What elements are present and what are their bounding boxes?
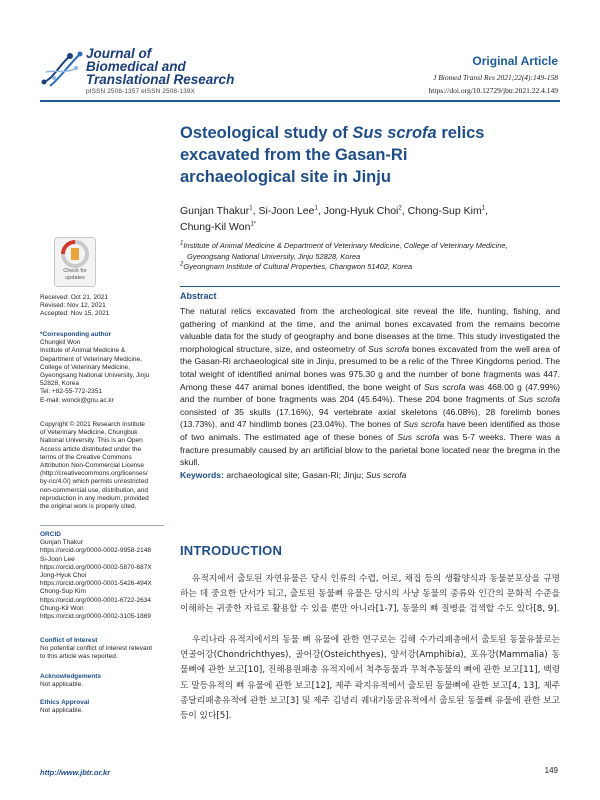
- date-received: Received: Oct 21, 2021: [40, 294, 108, 301]
- abstract-heading: Abstract: [180, 291, 217, 301]
- abstract-body: The natural relics excavated from the archeological site reveal the life, hunting, fishing, and gathering of mankind at the time, and the animal bones excavated from the remains become valuable data for the study of geography and bone diseases at the time. This study investigated the morphological structure, size, and osteometry of Sus scrofa bones excavated from the well area of the Gasan-Ri archaeological site in Jinju, presumed to be a relic of the Three Kingdoms period. The total weight of identified animal bones was 975.30 g and the number of bone fragments was 447. Among these 447 animal bones identified, the bone weight of Sus scrofa was 468.00 g (47.99%) and the number of bone fragments was 204 (45.64%). These 204 bone fragments of Sus scrofa consisted of 35 skulls (17.16%), 94 vertebrate axial skeletons (46.08%), 28 forelimb bones (13.73%), and 47 hindlimb bones (23.04%). The bones of Sus scrofa have been identified as those of two animals. The estimated age of these bones of Sus scrofa was 5-7 weeks. There was a fracture presumably caused by an artificial blow to the parietal bone located near the bregma in the skull. Keywords: archaeological site; Gasan-Ri; Jinju; Sus scrofa: [180, 306, 561, 480]
- author: Chong-Sup Kim$^1$,: [407, 205, 488, 217]
- title-part1: Osteological study of: [180, 124, 353, 142]
- title-part2: relics excavated from the Gasan-Ri archaeological site in Jinju: [180, 124, 485, 186]
- doi-link[interactable]: https://doi.org/10.12729/jbtr.2021.22.4.149: [428, 86, 558, 95]
- orcid-body[interactable]: Gunjan Thakur https://orcid.org/0000-0002-9958-2148 Si-Joon Lee https://orcid.org/0000-0002-5870-687X Jong-Hyuk Choi https://orcid.org/0000-0001-5426-494X Chong-Sup Kim https://orcid.org/0000-0001-6722-2634 Chung-Kil Won https://orcid.org/0000-0002-3105-1869: [40, 539, 152, 621]
- footer-url[interactable]: http://www.jbtr.or.kr: [40, 768, 111, 777]
- corresponding-body: Chungkil Won Institute of Animal Medicine & Department of Veterinary Medicine, College of Veterinary Medicine, Gyeongsang National University, Jinju 52828, Korea Tel: +82-55-772-2351 E-mail: wonck@gnu.ac.kr: [40, 339, 150, 404]
- conflict-body: No potential conflict of interest relevant to this article was reported.: [40, 645, 153, 661]
- affiliation-2: $^2$Gyeongnam Institute of Cultural Properties, Changwon 51402, Korea: [180, 261, 413, 271]
- date-accepted: Accepted: Nov 15, 2021: [40, 310, 110, 318]
- abstract-divider: [180, 286, 560, 287]
- introduction-paragraph-1: 유적지에서 출토된 자연유물은 당시 인류의 수렵, 어로, 채집 등의 생활양식과 동물분포상을 규명하는 데 중요한 단서가 되고, 출토된 동물뼈 유물은 당시의 사냥 동물의 종류와 인간의 문화적 수준을 이해하는 귀중한 자료로 활용할 수 있을 뿐만 아니라[1-7], 동물의 뼈 질병을 검색할 수도 있다[8, 9].: [180, 574, 560, 615]
- corresponding-heading: *Corresponding author: [40, 331, 112, 338]
- author-list: [180, 204, 540, 235]
- title-species: Sus scrofa: [352, 124, 437, 142]
- check-for-updates-badge[interactable]: [54, 237, 96, 287]
- article-type: Original Article: [472, 54, 558, 68]
- introduction-heading: INTRODUCTION: [180, 543, 283, 558]
- introduction-paragraph-2: 우리나라 유적지에서의 동물 뼈 유물에 관한 연구로는 김해 수가리패총에서 출토된 동물유물로는 연골어강(Chondrichthyes), 골어강(Osteichthyes), 양서강(Amphibia), 포유강(Mammalia) 동물뼈에 관한 보고[10], 진해용원패총 유적지에서 척추동물과 무척추동물의 뼈에 관한 보고[11], 백령도 말등유적의 뼈 유물에 관한 보고[12], 제주 곽지유적에서 출토된 동물뼈에 관한 보고[4, 13], 제주 종달리패총유적에 관한 보고[3] 및 제주 김녕리 궤내기동굴유적에서 출토된 동물뼈 유물에 관한 보고 등이 있다[5].: [180, 635, 560, 722]
- copyright-notice: Copyright © 2021 Research Institute of Veterinary Medicine, Chungbuk National University. This is an Open Access article distributed under the terms of the Creative Commons Attribution Non-Commercial License (http://creativecommons.org/licenses/ by-nc/4.0/) which permits unrestricted non-commercial use, distribution, and reproduction in any medium, provided the original work is properly cited.: [40, 421, 149, 511]
- journal-name-line2: Biomedical and: [86, 59, 186, 74]
- keywords: archaeological site; Gasan-Ri; Jinju;: [223, 469, 366, 480]
- author: Jong-Hyuk Choi$^2$,: [323, 205, 408, 217]
- check-updates-label: Check for updates: [63, 268, 87, 281]
- ethics-body: Not applicable.: [40, 707, 83, 715]
- corresponding-author: [40, 331, 170, 405]
- keywords-label: Keywords:: [180, 469, 224, 480]
- date-revised: Revised: Nov 12, 2021: [40, 302, 106, 310]
- orcid-section: [40, 531, 170, 621]
- acknowledgements-body: Not applicable.: [40, 681, 83, 689]
- author: Chung-Kil Won$^{1*}$: [180, 220, 257, 233]
- ethics-section: [40, 699, 170, 715]
- orcid-heading: ORCID: [40, 531, 61, 538]
- issn: pISSN 2508-1357 eISSN 2508-139X: [86, 88, 195, 95]
- keywords-species: Sus scrofa: [365, 469, 407, 480]
- acknowledgements-section: [40, 673, 170, 689]
- author: Gunjan Thakur$^1$,: [180, 205, 259, 217]
- article-dates: [40, 294, 170, 319]
- header-divider: [40, 100, 560, 102]
- journal-name-line3: Translational Research: [86, 72, 235, 87]
- conflict-heading: Conflict of Interest: [40, 637, 98, 644]
- article-title: [180, 122, 520, 188]
- affiliation-1: $^1$Institute of Animal Medicine & Department of Veterinary Medicine, College of Veterinary Medicine,: [180, 240, 508, 250]
- conflict-section: [40, 637, 170, 662]
- side-divider: [40, 525, 164, 526]
- author: Si-Joon Lee$^1$,: [258, 205, 324, 217]
- journal-name: [86, 47, 234, 86]
- journal-name-line1: Journal of: [86, 46, 152, 61]
- journal-logo-icon: [40, 48, 86, 88]
- acknowledgements-heading: Acknowledgements: [40, 673, 102, 680]
- ethics-heading: Ethics Approval: [40, 699, 90, 706]
- affiliation-1-cont: Gyeongsang National University, Jinju 52828, Korea: [187, 251, 361, 261]
- page-number: 149: [544, 766, 558, 775]
- affiliations: [180, 241, 555, 273]
- citation: J Biomed Transl Res 2021;22(4):149-158: [433, 73, 558, 82]
